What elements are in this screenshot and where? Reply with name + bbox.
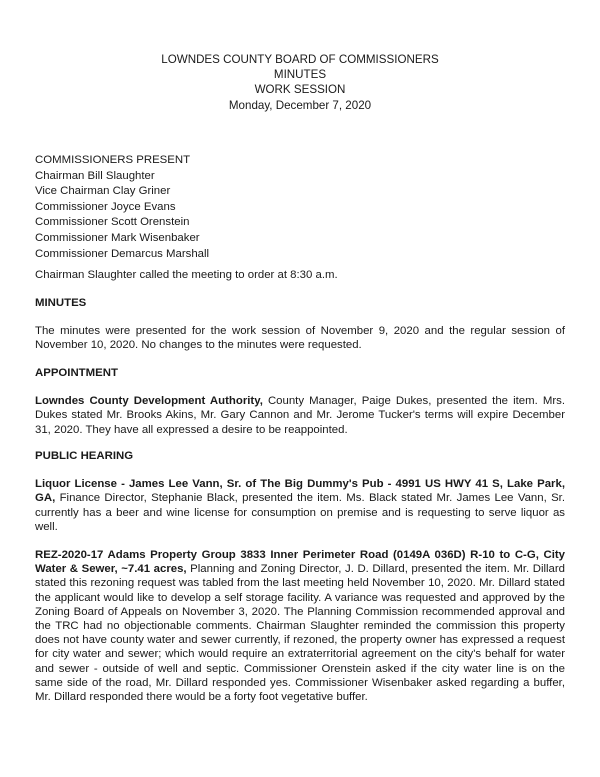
liquor-license-text: Finance Director, Stephanie Black, presented the item. Ms. Black stated Mr. James Lee Vann, Sr. currently has a beer and wine license for consumption on premise and is requesting to serve liquor as well. bbox=[35, 492, 565, 533]
section-heading-minutes: MINUTES bbox=[35, 297, 87, 309]
call-to-order: Chairman Slaughter called the meeting to order at 8:30 a.m. bbox=[35, 269, 338, 281]
rezoning-text: Planning and Zoning Director, J. D. Dillard, presented the item. Mr. Dillard stated this rezoning request was tabled from the last meeting held November 10, 2020. Mr. Dillard stated the applicant would like to develop a self storage facility. A variance was requested and approved by the Zoning Board of Appeals on November 3, 2020. The Planning Commission recommended approval and the TRC had no objectionable comments. Chairman Slaughter reminded the commission this property does not have county water and sewer currently, if rezoned, the property owner has expressed a request for city water and sewer; which would require an extraterritorial agreement on the city's behalf for water and sewer - outside of well and septic. Commissioner Orenstein asked if the city water line is on the same side of the road, Mr. Dillard responded yes. Commissioner Wisenbaker asked regarding a buffer, Mr. Dillard responded there would be a forty foot vegetative buffer. bbox=[35, 563, 565, 704]
appointment-paragraph bbox=[35, 394, 565, 437]
document-header bbox=[0, 52, 600, 113]
section-heading-appointment: APPOINTMENT bbox=[35, 367, 118, 379]
header-organization: LOWNDES COUNTY BOARD OF COMMISSIONERS bbox=[161, 53, 439, 66]
commissioners-present-title: COMMISSIONERS PRESENT bbox=[35, 154, 191, 166]
commissioner-item: Commissioner Scott Orenstein bbox=[35, 216, 190, 229]
commissioner-item: Chairman Bill Slaughter bbox=[35, 169, 155, 182]
minutes-paragraph: The minutes were presented for the work session of November 9, 2020 and the regular session of November 10, 2020. No changes to the minutes were requested. bbox=[35, 325, 565, 352]
section-appointment bbox=[35, 366, 565, 437]
header-date: Monday, December 7, 2020 bbox=[228, 98, 372, 112]
commissioner-item: Commissioner Joyce Evans bbox=[35, 200, 176, 213]
rezoning-subject: REZ-2020-17 Adams Property Group 3833 Inner Perimeter Road (0149A 036D) R-10 to C-G, City Water & Sewer, ~7.41 acres, bbox=[35, 549, 565, 576]
section-minutes bbox=[35, 296, 565, 353]
section-heading-public-hearing: PUBLIC HEARING bbox=[35, 450, 134, 462]
appointment-subject: Lowndes County Development Authority, bbox=[35, 395, 263, 408]
liquor-license-subject: Liquor License - James Lee Vann, Sr. of The Big Dummy's Pub - 4991 US HWY 41 S, Lake Park, GA, bbox=[35, 478, 565, 505]
section-public-hearing bbox=[35, 449, 565, 704]
commissioner-item: Vice Chairman Clay Griner bbox=[35, 185, 171, 198]
rezoning-paragraph bbox=[35, 548, 565, 704]
header-document-type: MINUTES bbox=[273, 68, 327, 82]
commissioners-present bbox=[35, 153, 209, 262]
header-session-type: WORK SESSION bbox=[254, 83, 346, 97]
commissioner-item: Commissioner Demarcus Marshall bbox=[35, 247, 210, 260]
liquor-license-paragraph bbox=[35, 477, 565, 534]
appointment-text: County Manager, Paige Dukes, presented the item. Mrs. Dukes stated Mr. Brooks Akins, Mr. Gary Cannon and Mr. Jerome Tucker's terms will expire December 31, 2020. They have all expressed a desire to be reappointed. bbox=[35, 395, 565, 436]
commissioner-item: Commissioner Mark Wisenbaker bbox=[35, 231, 200, 244]
